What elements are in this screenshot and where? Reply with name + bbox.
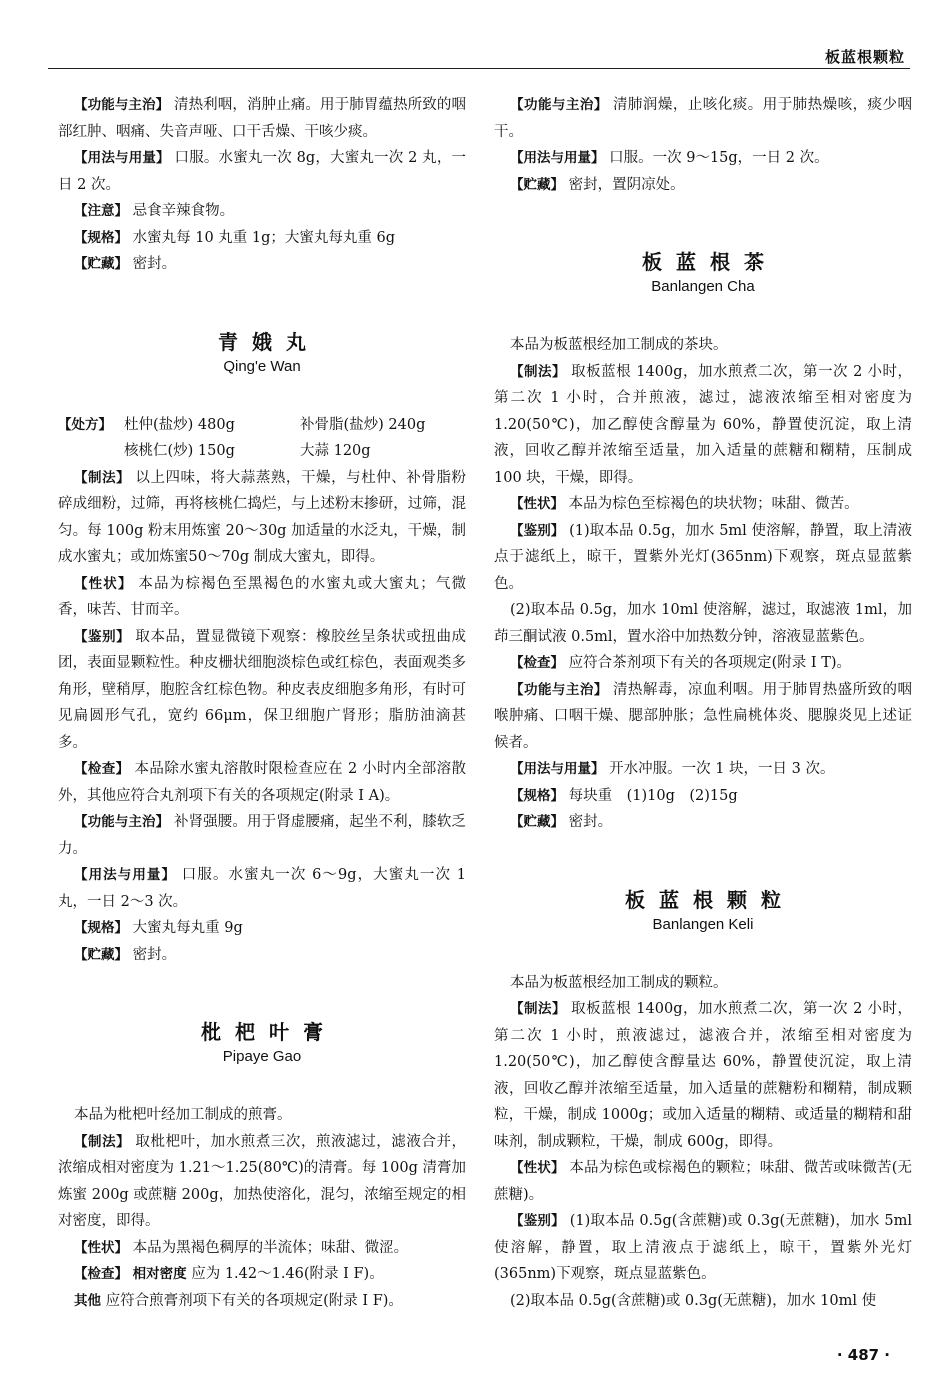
- monograph-qinge-wan: 青娥丸 Qing'e Wan 【处方】 杜仲(盐炒) 480g 补骨脂(盐炒) 240g 核桃仁(炒) 150g 大蒜 120g 【制法】 以上四味，将大蒜蒸熟，干燥，与杜仲、补骨脂粉碎成细粉，过筛，再将核桃仁捣烂，与上述粉末掺研，过筛，混匀。每 100g 粉末用炼蜜 20～30g 加适量的水泛丸，干燥，制成水蜜丸；或加炼蜜50～70g 制成大蜜丸，即得。 【性状】 本品为棕褐色至黑褐色的水蜜丸或大蜜丸；气微香，味苦、甘而辛。 【鉴别】 取本品，置显微镜下观察：橡胶丝呈条状或扭曲成团，表面显颗粒性。种皮栅状细胞淡棕色或红棕色，表面观类多角形，壁稍厚，胞腔含红棕色物。种皮表皮细胞多角形，有时可见扁圆形气孔，宽约 66μm，保卫细胞广肾形；脂肪油滴甚多。 【检查】 本品除水蜜丸溶散时限检查应在 2 小时内全部溶散外，其他应符合丸剂项下有关的各项规定(附录 Ⅰ A)。 【功能与主治】 补肾强腰。用于肾虚腰痛，起坐不利，膝软乏力。 【用法与用量】 口服。水蜜丸一次 6～9g，大蜜丸一次 1 丸，一日 2～3 次。 【规格】 大蜜丸每丸重 9g 【贮藏】 密封。: [58, 329, 467, 963]
- page-number: · 487 ·: [836, 1346, 890, 1364]
- header-rule: [48, 68, 910, 69]
- monograph-pinyin: Qing'e Wan: [223, 357, 301, 375]
- monograph-intro: 本品为板蓝根经加工制成的颗粒。: [510, 974, 728, 991]
- previous-monograph-tail: 【功能与主治】 清肺润燥，止咳化痰。用于肺热燥咳，痰少咽干。 【用法与用量】 口服。一次 9～15g，一日 2 次。 【贮藏】 密封，置阴凉处。: [494, 97, 913, 193]
- monograph-pinyin: Banlangen Keli: [652, 915, 754, 933]
- monograph-pinyin: Pipaye Gao: [222, 1048, 302, 1065]
- monograph-title: 青娥丸: [218, 329, 320, 354]
- formula-table: 【处方】 杜仲(盐炒) 480g 补骨脂(盐炒) 240g 核桃仁(炒) 150g 大蒜 120g: [58, 416, 426, 459]
- right-column: [494, 92, 912, 1314]
- monograph-pinyin: Banlangen Cha: [651, 278, 755, 295]
- monograph-title: 板蓝根茶: [642, 250, 778, 274]
- previous-monograph-tail: 【功能与主治】 清热利咽，消肿止痛。用于肺胃蕴热所致的咽部红肿、咽痛、失音声哑、口干舌燥、干咳少痰。 【用法与用量】 口服。水蜜丸一次 8g，大蜜丸一次 2 丸，一日 2 次。 【注意】 忌食辛辣食物。 【规格】 水蜜丸每 10 丸重 1g；大蜜丸每丸重 6g 【贮藏】 密封。: [58, 97, 467, 272]
- monograph-banlangen-keli: 板蓝根颗粒 Banlangen Keli 本品为板蓝根经加工制成的颗粒。 【制法】 取板蓝根 1400g，加水煎煮二次，第一次 2 小时，第二次 1 小时，煎液滤过，滤液合并，浓缩至相对密度为 1.20(50℃)，加乙醇使含醇量达 60%，静置使沉淀，取上清液，回收乙醇并浓缩至适量，加入适量的蔗糖粉和糊精，制成颗粒，干燥，制成 1000g；或加入适量的糊精、或适量的糊精和甜味剂，制成颗粒，干燥，制成 600g，即得。 【性状】 本品为棕色或棕褐色的颗粒；味甜、微苦或味微苦(无蔗糖)。 【鉴别】 (1)取本品 0.5g(含蔗糖)或 0.3g(无蔗糖)，加水 5ml 使溶解，静置，取上清液点于滤纸上，晾干，置紫外光灯(365nm)下观察，斑点显蓝紫色。 (2)取本品 0.5g(含蔗糖)或 0.3g(无蔗糖)，加水 10ml 使: [494, 887, 913, 1309]
- running-header-title: 板蓝根颗粒: [824, 48, 905, 66]
- monograph-banlangen-cha: 板蓝根茶 Banlangen Cha 本品为板蓝根经加工制成的茶块。 【制法】 取板蓝根 1400g，加水煎煮二次，第一次 2 小时，第二次 1 小时，合并煎液，滤过，滤液浓缩至相对密度为 1.20(50℃)，加乙醇使含醇量为 60%，静置使沉淀，取上清液，回收乙醇并浓缩至适量，加入适量的蔗糖和糊精，压制成 100 块，干燥，即得。 【性状】 本品为棕色至棕褐色的块状物；味甜、微苦。 【鉴别】 (1)取本品 0.5g，加水 5ml 使溶解，静置，取上清液点于滤纸上，晾干，置紫外光灯(365nm)下观察，斑点显蓝紫色。 (2)取本品 0.5g，加水 10ml 使溶解，滤过，取滤液 1ml，加茚三酮试液 0.5ml，置水浴中加热数分钟，溶液显蓝紫色。 【检查】 应符合茶剂项下有关的各项规定(附录 Ⅰ T)。 【功能与主治】 清热解毒，凉血利咽。用于肺胃热盛所致的咽喉肿痛、口咽干燥、腮部肿胀；急性扁桃体炎、腮腺炎见上述证候者。 【用法与用量】 开水冲服。一次 1 块，一日 3 次。 【规格】 每块重 (1)10g (2)15g 【贮藏】 密封。: [494, 250, 913, 830]
- monograph-pipaye-gao: 枇杷叶膏 Pipaye Gao 本品为枇杷叶经加工制成的煎膏。 【制法】 取枇杷叶，加水煎煮三次，煎液滤过，滤液合并，浓缩成相对密度为 1.21～1.25(80℃)的清膏。每 100g 清膏加炼蜜 200g 或蔗糖 200g，加热使溶化，混匀，浓缩至规定的相对密度，即得。 【性状】 本品为黑褐色稠厚的半流体；味甜、微涩。 【检查】 相对密度 应为 1.42～1.46(附录 Ⅰ F)。 其他 应符合煎膏剂项下有关的各项规定(附录 Ⅰ F)。: [58, 1020, 467, 1309]
- monograph-intro: 本品为枇杷叶经加工制成的煎膏。: [74, 1107, 292, 1123]
- monograph-title: 枇杷叶膏: [201, 1020, 337, 1044]
- monograph-intro: 本品为板蓝根经加工制成的茶块。: [510, 337, 728, 353]
- left-column: [58, 92, 466, 1314]
- monograph-title: 板蓝根颗粒: [625, 887, 795, 912]
